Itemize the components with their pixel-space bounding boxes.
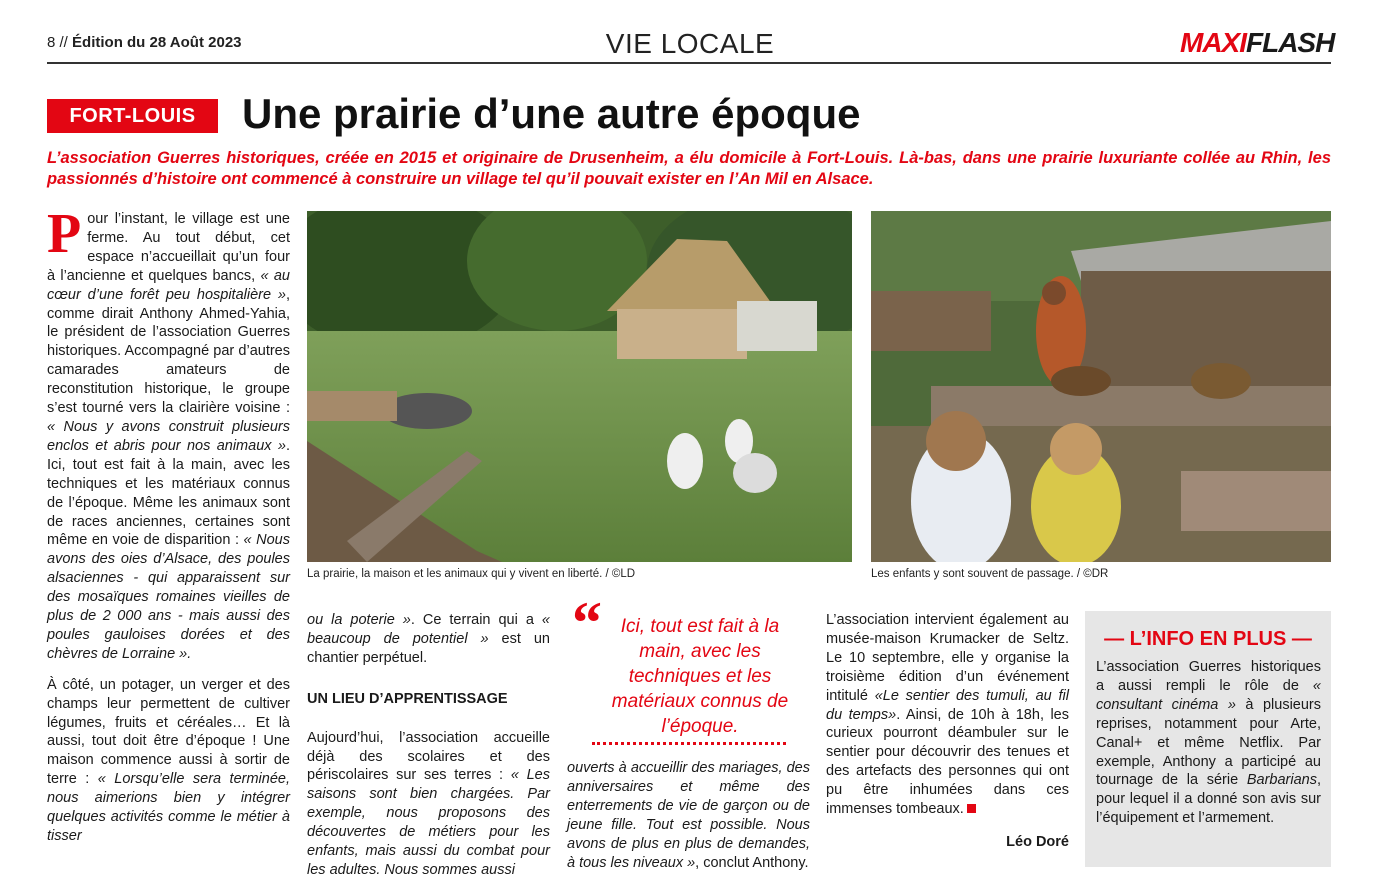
edition-date: Édition du 28 Août 2023 <box>72 34 242 51</box>
text: L’association intervient également au musée-maison Krumacker de Seltz. Le 10 septembre, elle y organise la troisième édition d’un événement intitulé <box>826 612 1069 704</box>
text: est un chantier perpétuel. <box>307 630 550 666</box>
quote: « Lorsqu’elle sera terminée, nous aimerions bien y intégrer quelques activités comme le métier à tisser <box>47 771 290 844</box>
text: À côté, un potager, un verger et des champs leur permettent de cultiver légumes, fruits et céréales… Et là aussi, tout doit être d’époque ! Une maison commence aussi à sortir de terre : <box>47 676 290 788</box>
quote: « Les saisons sont bien chargées. Par exemple, nous proposons des découvertes de métiers pour les enfants, mais aussi du combat pour les adultes. Nous sommes aussi <box>307 767 550 878</box>
quote: « Nous avons des oies d’Alsace, des poules alsaciennes - qui apparaissent sur des mosaïques romaines vieilles de plus de 2 000 ans - mais aussi des poules gauloises dorées et des chèvres de Lorraine ». <box>47 532 290 662</box>
logo-flash: FLASH <box>1246 27 1335 58</box>
logo-maxi: MAXI <box>1180 27 1246 58</box>
text: our l’instant, le village est une ferme. Au tout début, cet espace n’accueillait qu’un four à l’ancienne et quelques bancs, <box>47 211 290 284</box>
text: , comme dirait Anthony Ahmed-Yahia, le président de l’association Guerres historiques. Accompagné par d’autres camarades amateurs de reconstitution historique, le groupe s’est tourné vers la clairière voisine : <box>47 286 290 417</box>
paragraph-1 <box>47 203 290 664</box>
subheading: UN LIEU D’APPRENTISSAGE <box>307 690 508 707</box>
lede: L’association Guerres historiques, créée en 2015 et originaire de Drusenheim, a élu domicile à Fort-Louis. Là-bas, dans une prairie luxuriante collée au Rhin, les passionnés d’histoire ont commencé à construire un village tel qu’il pouvait exister en l’An Mil en Alsace. <box>47 149 1331 188</box>
author-byline: Léo Doré <box>1006 834 1069 850</box>
paragraph-2 <box>47 676 290 846</box>
caption-text: La prairie, la maison et les animaux qui y vivent en liberté. <box>307 568 603 580</box>
section-title: VIE LOCALE <box>605 28 775 59</box>
text: à plusieurs reprises, notamment pour Arte, Canal+ et même Netflix. Par exemple, Anthony a participé au tournage de la série <box>1096 696 1321 789</box>
edition-line <box>47 34 242 51</box>
location-tag: FORT-LOUIS <box>47 99 218 133</box>
headline: Une prairie d’une autre époque <box>242 90 861 137</box>
end-mark-icon <box>967 804 976 813</box>
photo-prairie-caption <box>307 568 635 580</box>
pull-quote: Ici, tout est fait à la main, avec les techniques et les matériaux connus de l’époque. <box>611 616 789 737</box>
quote: « au cœur d’une forêt peu hospitalière » <box>47 267 290 303</box>
text: . Ainsi, de 10h à 18h, les curieux pourront déambuler sur le sentier pour découvrir des tenues et des artefacts des personnes qui ont pu être inhumées dans ces immenses tombeaux. <box>826 706 1069 818</box>
photo-prairie <box>307 211 852 562</box>
photo-children-caption <box>871 568 1108 580</box>
text: Aujourd’hui, l’association accueille déjà des scolaires et des périscolaires sur ses terres : <box>307 729 550 784</box>
paragraph-4 <box>307 729 550 880</box>
quote: ouverts à accueillir des mariages, des anniversaires et même des enterrements de vie de garçon ou de jeune fille. Tout est possible. Nous avons de plus en plus de demandes, à tous les niveaux » <box>567 760 810 871</box>
header-rule <box>47 62 1331 64</box>
pull-quote-divider <box>592 742 786 745</box>
caption-text: Les enfants y sont souvent de passage. <box>871 568 1074 580</box>
quote-mark-icon: “ <box>572 590 602 656</box>
separator: // <box>59 34 68 51</box>
paragraph-3 <box>307 611 550 668</box>
logo <box>1180 27 1334 59</box>
quote: ou la poterie » <box>307 612 411 628</box>
info-box-title: — L’INFO EN PLUS — <box>1104 628 1312 650</box>
photo-children <box>871 211 1331 562</box>
event-title: «Le sentier des tumuli, au fil du temps» <box>826 687 1069 723</box>
article-column-4 <box>826 611 1069 819</box>
page-number: 8 <box>47 34 56 51</box>
photo-credit: / ©DR <box>1076 568 1109 580</box>
dropcap: P <box>47 203 82 265</box>
text: . Ici, tout est fait à la main, avec les techniques et les matériaux connus de l’époque. Même les animaux sont de races anciennes, certaines sont même en voie de disparition : <box>47 437 290 549</box>
article-column-3 <box>567 759 810 873</box>
info-box-text <box>1096 658 1321 828</box>
quote: « Nous y avons construit plusieurs enclos et abris pour nos animaux » <box>47 418 290 454</box>
text: . Ce terrain qui a <box>410 612 542 628</box>
quote: « beaucoup de potentiel » <box>307 612 550 647</box>
article-column-2 <box>307 611 550 892</box>
photo-credit: / ©LD <box>605 568 636 580</box>
text: , conclut Anthony. <box>695 855 809 871</box>
text: , pour lequel il a donné son avis sur l’équipement et l’armement. <box>1096 772 1321 827</box>
text: L’association Guerres historiques a aussi rempli le rôle de <box>1096 659 1321 694</box>
quote: « consultant cinéma » <box>1096 677 1321 713</box>
series-title: Barbarians <box>1246 772 1317 789</box>
article-column-1 <box>47 203 290 858</box>
